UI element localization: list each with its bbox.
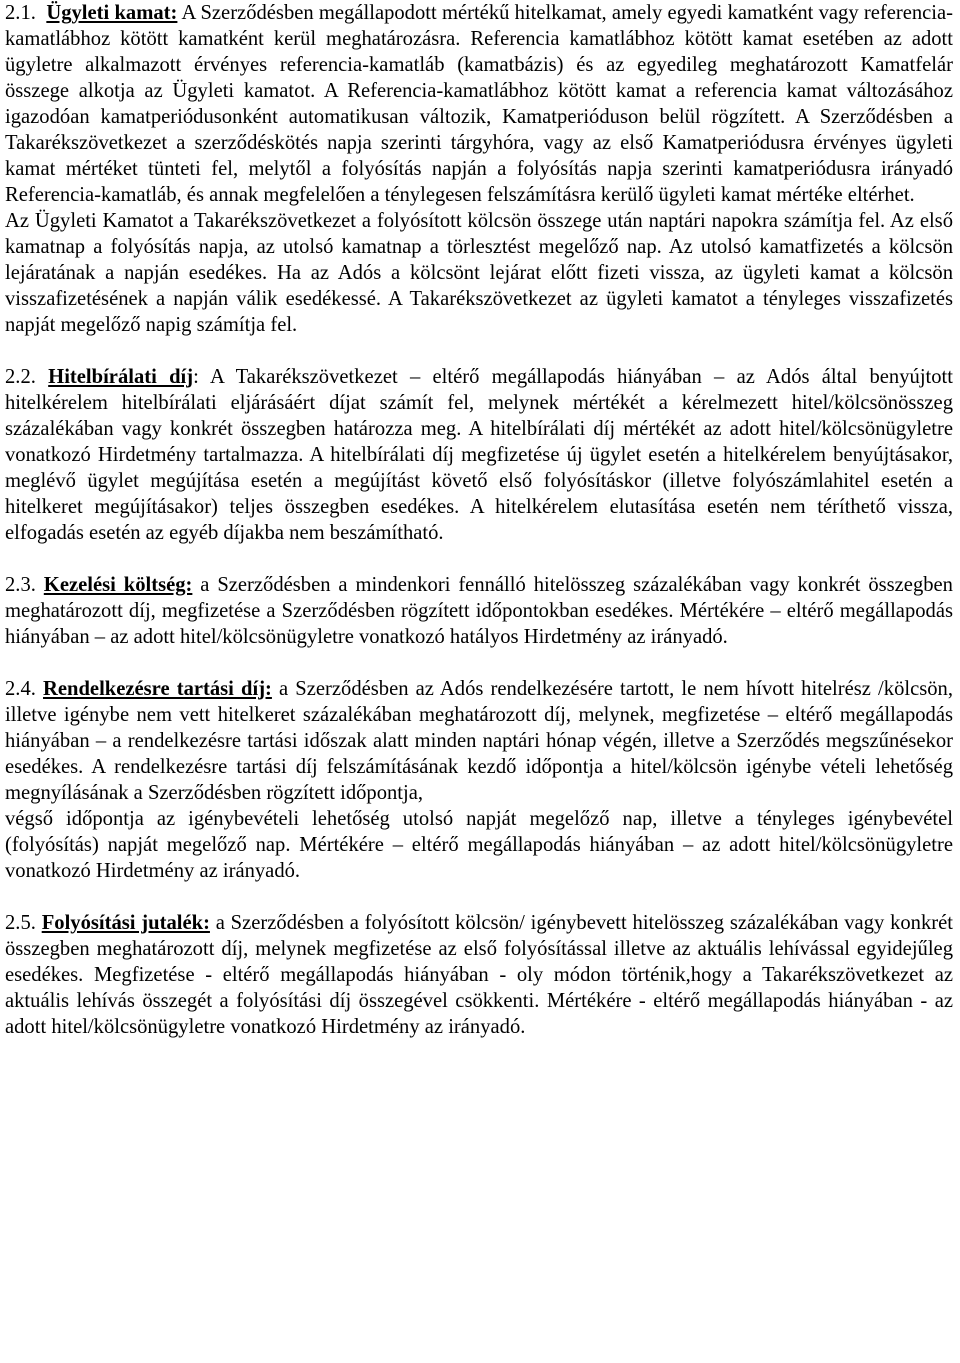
paragraph-text: A Szerződésben megállapodott mértékű hitelkamat, amely egyedi kamatként vagy referencia-kamatlábhoz kötött kamatként kerül meghatározásra. Referencia kamatlábhoz kötött kamat esetében az adott ügyletre alkalmazott érvényes referencia-kamatláb (kamatbázis) és az egyedileg meghatározott Kamatfelár összege alkotja az Ügyleti kamatot. A Referencia-kamatlábhoz kötött kamat a referencia kamat változásához igazodóan kamatperiódusonként automatikusan változik, Kamatperióduson belül rögzített. A Szerződésben a Takarékszövetkezet a szerződéskötés napja szerinti tárgyhóra, vagy az első Kamatperiódusra érvényes ügyleti kamat mértéket tünteti fel, melytől a folyósítás napján a folyósítás napja szerinti kamatperiódusra irányadó Referencia-kamatláb, és annak megfelelően a ténylegesen felszámításra kerülő ügyleti kamat mértéke eltérhet.: [5, 2, 953, 206]
section-number: 2.3.: [5, 574, 36, 596]
section-paragraph: [5, 572, 953, 650]
section-title: Folyósítási jutalék:: [41, 912, 210, 934]
paragraph-text: a Szerződésben az Adós rendelkezésére tartott, le nem hívott hitelrész /kölcsön, illetve igénybe nem vett hitelkeret százalékában meghatározott díj, melynek, megfizetése – eltérő megállapodás hiányában – a rendelkezésre tartási időszak alatt minden naptári hónap végén, illetve a Szerződés megszűnésekor esedékes. A rendelkezésre tartási díj felszámításának kezdő időpontja a hitel/kölcsön igénybe vételi lehetőség megnyílásának a Szerződésben rögzített időpontja,: [5, 678, 953, 804]
section-paragraph: [5, 0, 953, 208]
section-paragraph: [5, 208, 953, 338]
section-2-1: [5, 0, 953, 338]
paragraph-spacer: [5, 884, 953, 910]
section-title: Hitelbírálati díj: [48, 366, 194, 388]
section-number: 2.4.: [5, 678, 36, 700]
paragraph-text: a Szerződésben a mindenkori fennálló hitelösszeg százalékában vagy konkrét összegben meghatározott díj, megfizetése a Szerződésben rögzített időpontokban esedékes. Mértékére – eltérő megállapodás hiányában – az adott hitel/kölcsönügyletre vonatkozó hatályos Hirdetmény az irányadó.: [5, 574, 953, 648]
paragraph-text: végső időpontja az igénybevételi lehetőség utolsó napját megelőző nap, illetve a tényleges igénybevétel (folyósítás) napját megelőző nap. Mértékére – eltérő megállapodás hiányában – az adott hitel/kölcsönügyletre vonatkozó Hirdetmény az irányadó.: [5, 808, 953, 882]
paragraph-text: Az Ügyleti Kamatot a Takarékszövetkezet a folyósított kölcsön összege után naptári napokra számítja fel. Az első kamatnap a folyósítás napja, az utolsó kamatnap a törlesztést megelőző nap. Az utolsó kamatfizetés a kölcsön lejáratának a napján esedékes. Ha az Adós a kölcsönt lejárat előtt fizeti vissza, az ügyleti kamat a kölcsön visszafizetésének a napján válik esedékessé. A Takarékszövetkezet az ügyleti kamatot a tényleges visszafizetés napját megelőző napig számítja fel.: [5, 210, 953, 336]
paragraph-spacer: [5, 546, 953, 572]
section-paragraph: [5, 676, 953, 806]
section-paragraph: [5, 364, 953, 546]
section-title: Ügyleti kamat:: [46, 2, 178, 24]
paragraph-text: a Szerződésben a folyósított kölcsön/ igénybevett hitelösszeg százalékában vagy konkrét összegben meghatározott díj, melynek megfizetése az első folyósítással illetve az aktuális lehívással egyidejűleg esedékes. Megfizetése - eltérő megállapodás hiányában - oly módon történik,hogy a Takarékszövetkezet az aktuális lehívás összegét a folyósítási díj összegével csökkenti. Mértékére - eltérő megállapodás hiányában - az adott hitel/kölcsönügyletre vonatkozó Hirdetmény az irányadó.: [5, 912, 953, 1038]
paragraph-text: : A Takarékszövetkezet – eltérő megállapodás hiányában – az Adós által benyújtott hitelkérelem hitelbírálati eljárásáért díjat számít fel, melynek mértékét a kérelmezett hitel/kölcsönösszeg százalékában vagy konkrét összegben határozza meg. A hitelbírálati díj mértékét az adott hitel/kölcsönügyletre vonatkozó Hirdetmény tartalmazza. A hitelbírálati díj megfizetése új ügylet esetén a hitelkérelem benyújtásakor, meglévő ügylet megújítása esetén a megújítást követő első folyósításkor (illetve folyószámlahitel esetén a hitelkeret megújításakor) teljes összegben esedékes. A hitelkérelem elutasítása esetén nem téríthető vissza, elfogadás esetén az egyéb díjakba nem beszámítható.: [5, 366, 954, 544]
paragraph-spacer: [5, 650, 953, 676]
section-number: 2.1.: [5, 2, 36, 24]
section-number: 2.2.: [5, 366, 36, 388]
section-2-5: [5, 910, 953, 1040]
section-number: 2.5.: [5, 912, 36, 934]
section-2-4: [5, 676, 953, 884]
section-title: Kezelési költség:: [43, 574, 193, 596]
document-page: [5, 0, 953, 1040]
section-paragraph: [5, 806, 953, 884]
paragraph-spacer: [5, 338, 953, 364]
section-2-2: [5, 364, 953, 546]
section-paragraph: [5, 910, 953, 1040]
section-title: Rendelkezésre tartási díj:: [43, 678, 272, 700]
section-2-3: [5, 572, 953, 650]
